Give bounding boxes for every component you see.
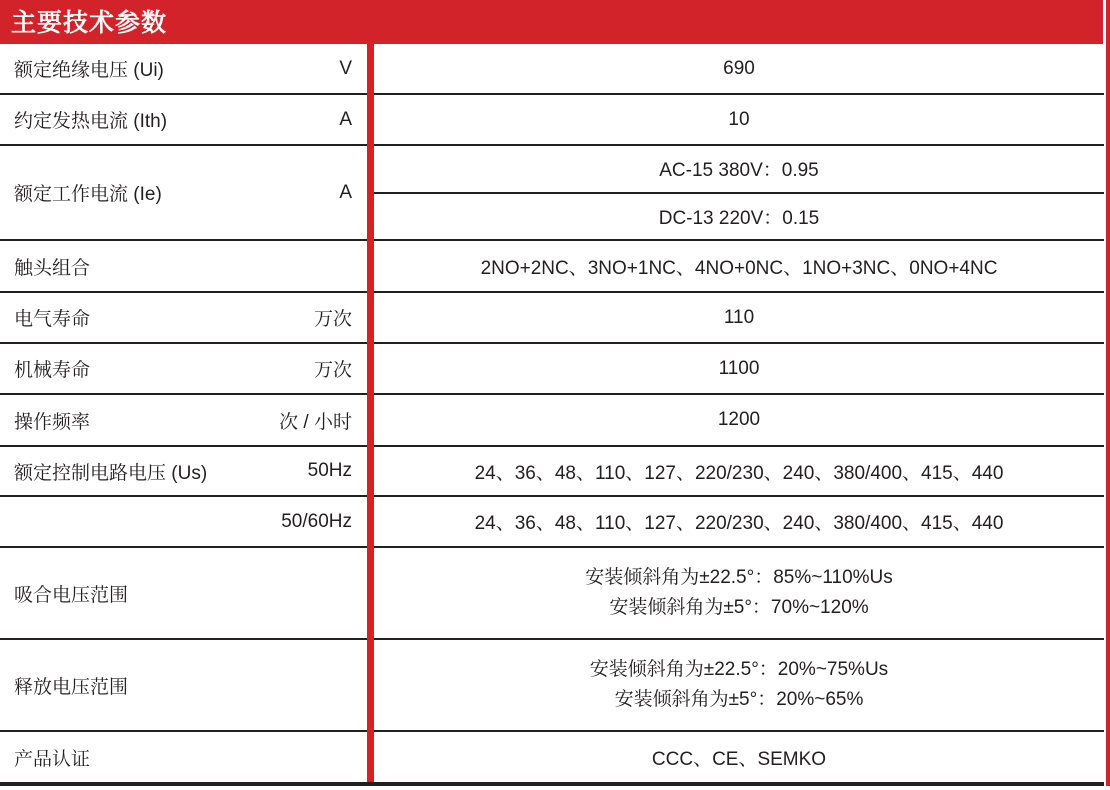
param-value-line2: 安装倾斜角为±5°：70%~120%: [609, 597, 869, 618]
param-value: 24、36、48、110、127、220/230、240、380/400、415、440: [474, 513, 1004, 534]
param-label: 操作频率: [14, 411, 91, 433]
red-column-divider: [367, 44, 374, 786]
row-electrical-life: [0, 293, 1104, 344]
param-value: 10: [728, 108, 750, 130]
row-control-circuit-voltage-50hz: [0, 447, 1104, 497]
param-value-line1: 安装倾斜角为±22.5°：85%~110%Us: [585, 567, 893, 588]
param-unit: 50Hz: [307, 460, 352, 481]
param-value-line2: 安装倾斜角为±5°：20%~65%: [614, 689, 864, 710]
param-unit: 次 / 小时: [279, 411, 352, 433]
param-unit: A: [339, 108, 352, 130]
param-value: 690: [723, 57, 755, 79]
param-unit: 万次: [313, 360, 352, 381]
param-unit: 50/60Hz: [281, 510, 352, 532]
param-label: 机械寿命: [14, 360, 91, 381]
red-right-edge-line: [1106, 0, 1110, 786]
row-pickup-voltage-range: [0, 548, 1104, 640]
section-title: 主要技术参数: [11, 9, 168, 37]
section-header-bar: [0, 0, 1103, 44]
param-label: 释放电压范围: [14, 676, 129, 698]
row-control-circuit-voltage-50-60hz: [0, 497, 1104, 548]
param-label: 额定绝缘电压 (Ui): [14, 60, 164, 81]
param-label: 约定发热电流 (Ith): [14, 111, 168, 132]
param-label: 额定控制电路电压 (Us): [14, 462, 208, 484]
row-mechanical-life: [0, 344, 1104, 395]
row-contact-combination: [0, 241, 1104, 293]
param-unit: V: [339, 57, 352, 79]
row-conventional-thermal-current: [0, 95, 1104, 146]
param-value-line1: 安装倾斜角为±22.5°：20%~75%Us: [589, 659, 889, 680]
row-rated-insulation-voltage: [0, 44, 1104, 95]
param-value-dc13: DC-13 220V：0.15: [658, 207, 820, 229]
param-value: 2NO+2NC、3NO+1NC、4NO+0NC、1NO+3NC、0NO+4NC: [480, 257, 998, 279]
param-unit: A: [339, 181, 352, 203]
param-label: 触头组合: [14, 257, 91, 279]
param-label: 电气寿命: [14, 309, 91, 330]
param-value-ac15: AC-15 380V：0.95: [374, 146, 1104, 194]
param-value: 24、36、48、110、127、220/230、240、380/400、415、440: [474, 462, 1004, 484]
param-value: CCC、CE、SEMKO: [651, 748, 827, 770]
row-operating-frequency: [0, 395, 1104, 447]
param-unit: 万次: [313, 309, 352, 330]
row-release-voltage-range: [0, 640, 1104, 732]
table-bottom-border: [0, 782, 1104, 786]
param-value: 110: [723, 306, 755, 328]
param-label: 吸合电压范围: [14, 584, 129, 606]
param-label: 产品认证: [14, 748, 91, 770]
row-rated-operational-current: [0, 146, 1104, 241]
param-label: 额定工作电流 (Ie): [14, 184, 162, 205]
row-product-certification: [0, 732, 1104, 782]
param-value: 1200: [717, 409, 761, 430]
parameters-table: [0, 44, 1104, 782]
param-value: 1100: [718, 357, 760, 379]
